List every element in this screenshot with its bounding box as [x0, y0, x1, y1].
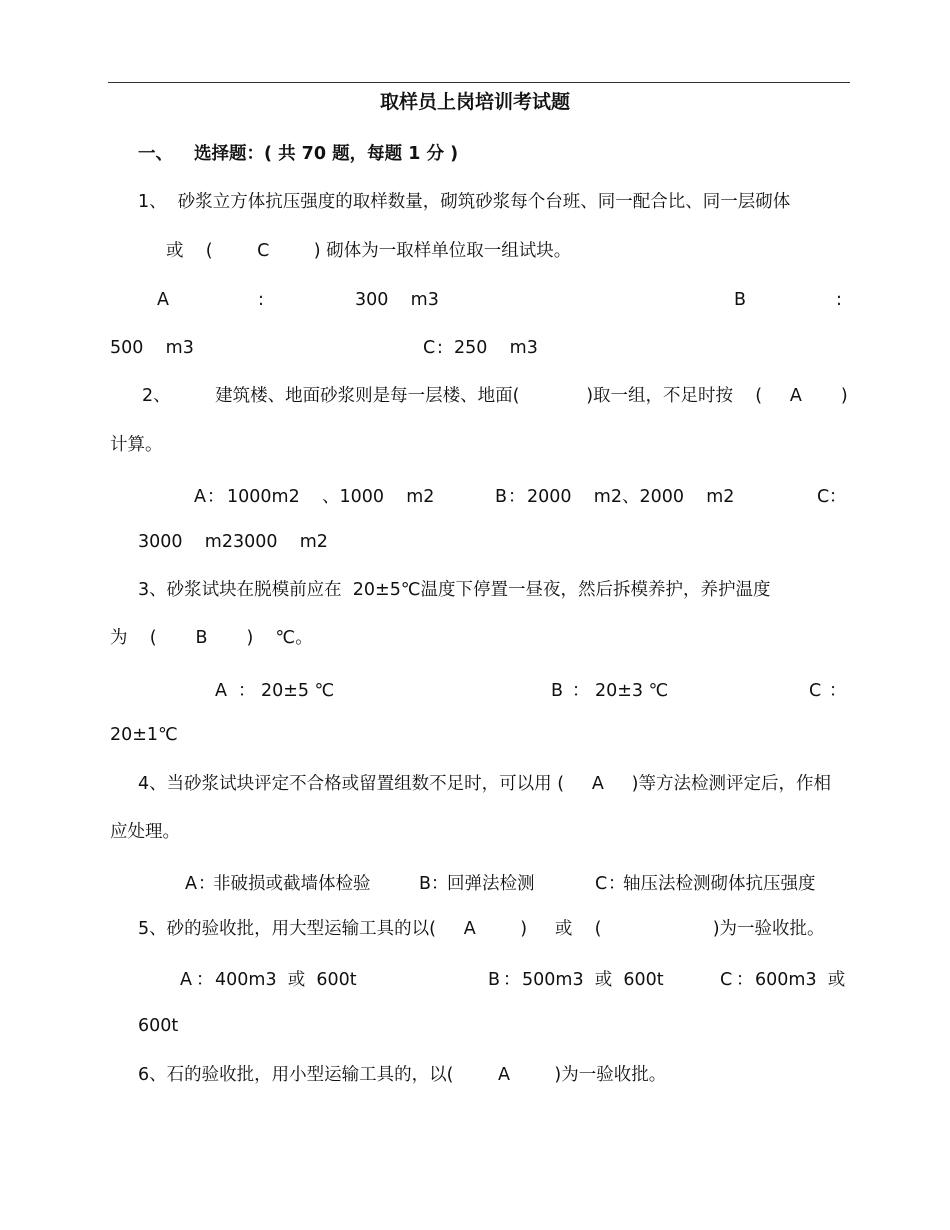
q2-option-c-label: C [817, 487, 830, 507]
section-number: 一、 [138, 144, 173, 164]
q4-option-a-value: 非破损或截墙体检验 [213, 874, 371, 894]
q4-option-c-value: 轴压法检测砌体抗压强度 [623, 874, 816, 894]
q5-option-a-sep: ： [196, 970, 214, 990]
q3-option-b-value: 20±3 ℃ [595, 681, 669, 701]
q3-option-a-label: A [215, 681, 227, 701]
header-rule [108, 82, 850, 83]
q3-option-c-sep: ： [829, 681, 847, 701]
question-4-line-1: 4、当砂浆试块评定不合格或留置组数不足时，可以用 ( A )等方法检测评定后，作相 [138, 774, 831, 794]
q3-option-a-value: 20±5 ℃ [261, 681, 335, 701]
q5-option-c-sep: ： [736, 970, 754, 990]
q1-option-a-sep: : [258, 290, 264, 310]
q5-option-c-value: 600m3 或 [755, 970, 846, 990]
q3-option-a-sep: ： [238, 681, 256, 701]
q2-option-c-sep: ： [829, 487, 847, 507]
q1-option-c-label: C [423, 338, 436, 358]
question-4-line-2: 应处理。 [110, 822, 180, 842]
question-3-line-1: 3、砂浆试块在脱模前应在 20±5℃温度下停置一昼夜，然后拆模养护，养护温度 [138, 580, 771, 600]
question-5-line-1: 5、砂的验收批，用大型运输工具的以( A ) 或 ( )为一验收批。 [138, 919, 825, 939]
q5-option-a-value: 400m3 或 600t [215, 970, 357, 990]
q5-option-b-label: B [488, 970, 501, 990]
section-heading: 选择题：( 共 70 题，每题 1 分 ) [194, 144, 459, 164]
q3-option-b-sep: ： [572, 681, 590, 701]
q1-option-b-value: 500 m3 [110, 338, 194, 358]
q2-option-b-value: 2000 m2、2000 m2 [527, 487, 735, 507]
q4-option-b-sep: ： [431, 874, 449, 894]
q4-option-a-label: A [185, 874, 197, 894]
q1-option-c-value: 250 m3 [454, 338, 538, 358]
q2-option-b-label: B [495, 487, 508, 507]
question-2-line-2: 计算。 [110, 435, 163, 455]
q2-option-a-value: 1000m2 、1000 m2 [227, 487, 435, 507]
question-1-line-1: 1、 砂浆立方体抗压强度的取样数量，砌筑砂浆每个台班、同一配合比、同一层砌体 [138, 192, 791, 212]
q4-option-c-label: C [595, 874, 608, 894]
q4-option-b-label: B [419, 874, 432, 894]
q1-option-c-sep: : [437, 338, 443, 358]
q3-option-c-value: 20±1℃ [110, 725, 178, 745]
q2-option-c-value: 3000 m23000 m2 [138, 532, 328, 552]
q3-option-b-label: B [551, 681, 564, 701]
q4-option-c-sep: ： [608, 874, 626, 894]
question-1-line-2: 或 ( C ) 砌体为一取样单位取一组试块。 [166, 241, 572, 261]
q2-option-b-sep: ： [508, 487, 526, 507]
q1-option-b-label: B [734, 290, 747, 310]
q5-option-b-value: 500m3 或 600t [522, 970, 664, 990]
question-2-line-1: 2、 建筑楼、地面砂浆则是每一层楼、地面( )取一组，不足时按 ( A ) [142, 386, 848, 406]
question-6-line-1: 6、石的验收批，用小型运输工具的，以( A )为一验收批。 [138, 1065, 667, 1085]
q5-option-a-label: A [180, 970, 192, 990]
q4-option-a-sep: ： [198, 874, 216, 894]
q1-option-b-sep: : [836, 290, 842, 310]
q2-option-a-label: A [194, 487, 206, 507]
q2-option-a-sep: ： [207, 487, 225, 507]
q5-option-c-value-continued: 600t [138, 1016, 179, 1036]
q5-option-b-sep: ： [503, 970, 521, 990]
q3-option-c-label: C [809, 681, 822, 701]
q4-option-b-value: 回弹法检测 [447, 874, 535, 894]
q1-option-a-value: 300 m3 [355, 290, 439, 310]
q1-option-a-label: A [157, 290, 169, 310]
q5-option-c-label: C [720, 970, 733, 990]
page-title: 取样员上岗培训考试题 [379, 91, 570, 113]
question-3-line-2: 为 ( B ) ℃。 [110, 628, 313, 648]
